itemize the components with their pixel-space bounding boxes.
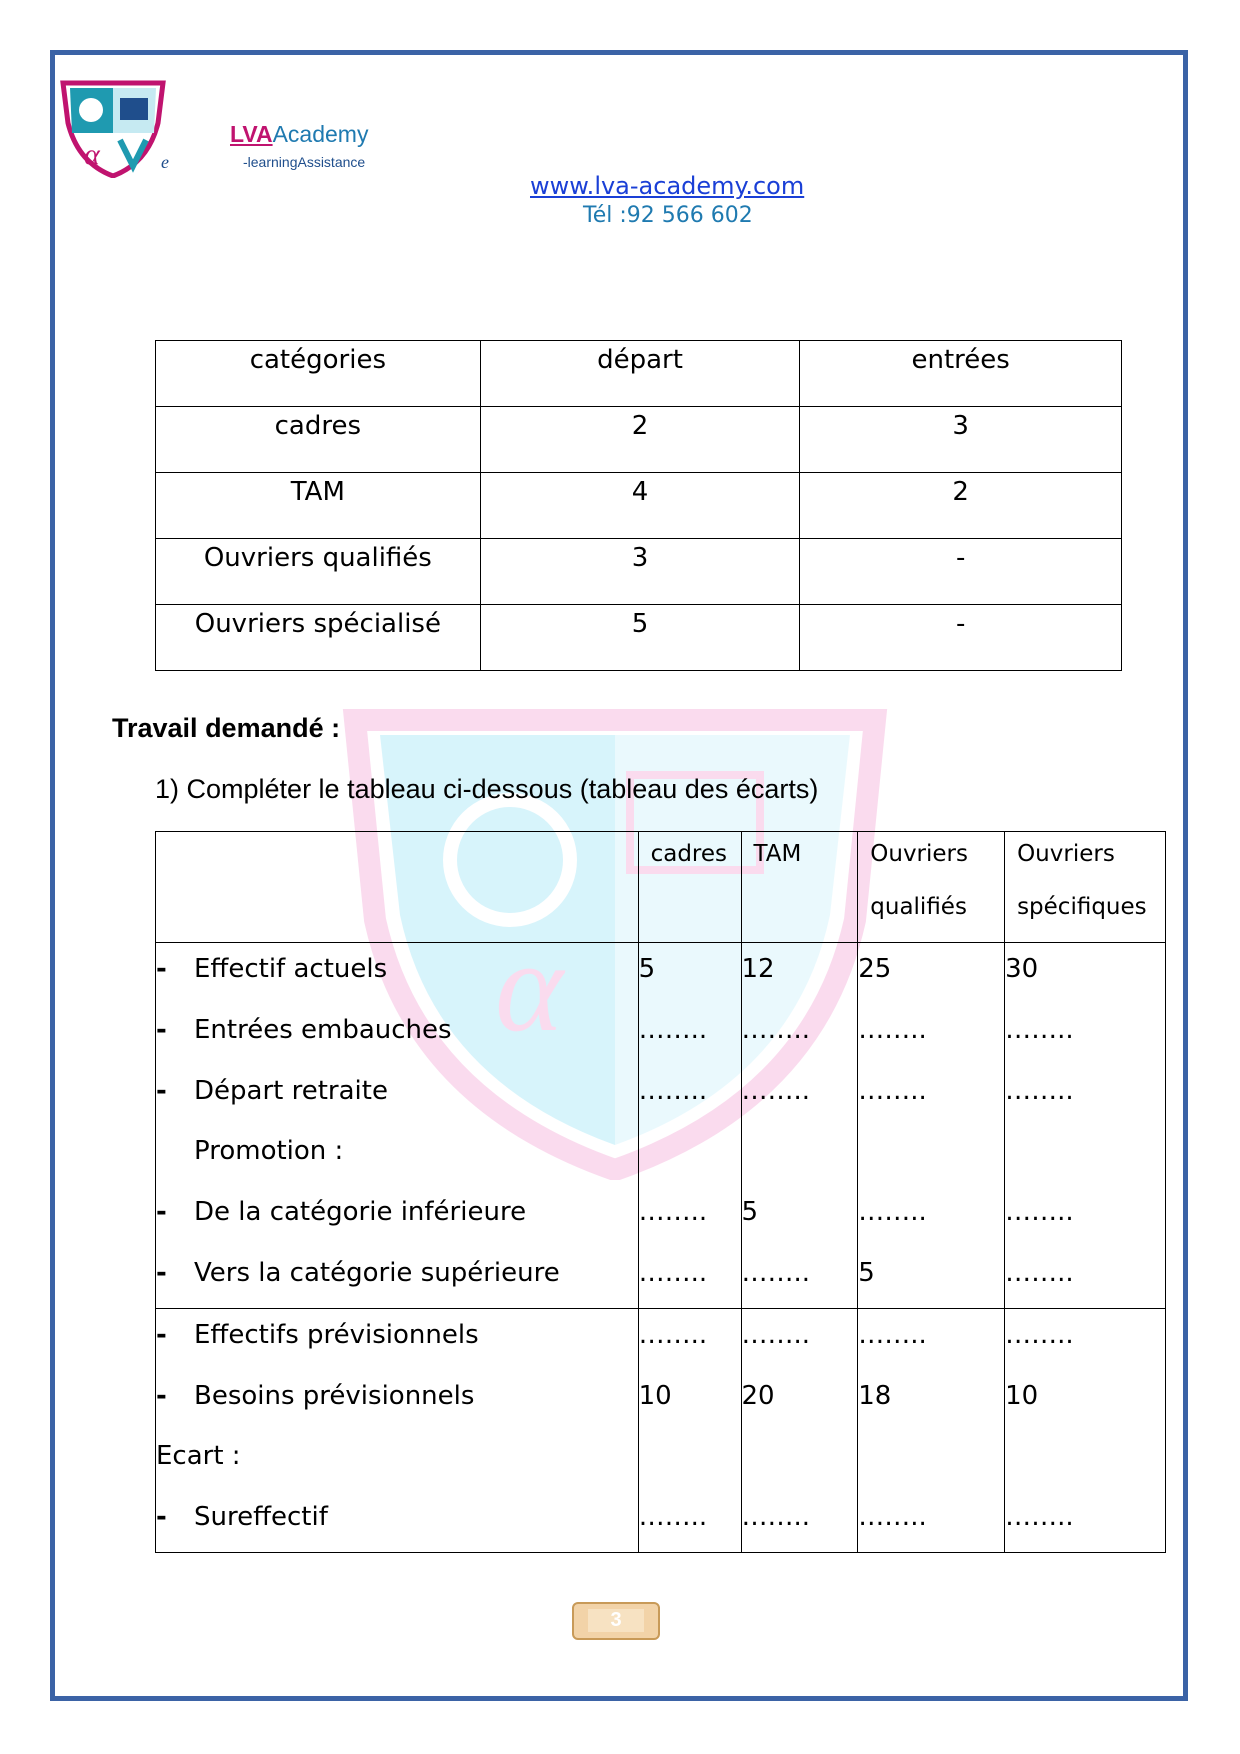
header-line: Ouvriers <box>870 841 968 867</box>
phone-number: Tél :92 566 602 <box>583 203 753 228</box>
table-cell: - <box>800 605 1122 671</box>
header-line: spécifiques <box>1017 894 1147 920</box>
values-ouvriers-qualifies <box>858 1308 1005 1552</box>
value-cell[interactable]: …….. <box>1005 1014 1074 1045</box>
value-cell[interactable]: …….. <box>1005 1257 1074 1288</box>
departures-entries-table <box>155 340 1122 671</box>
gap-analysis-table <box>155 831 1166 1553</box>
table-row <box>156 407 1122 473</box>
table-section-forecast <box>156 1308 1166 1552</box>
header-line: TAM <box>753 841 802 867</box>
column-header: départ <box>480 341 800 407</box>
value-cell[interactable]: 5 <box>741 1197 759 1228</box>
row-label: - Vers la catégorie supérieure <box>156 1257 560 1288</box>
section-title: Travail demandé : <box>112 713 341 743</box>
table-cell: TAM <box>156 473 481 539</box>
table-header-row <box>156 832 1166 943</box>
values-ouvriers-specifiques <box>1005 1308 1166 1552</box>
column-header: entrées <box>800 341 1122 407</box>
value-cell[interactable]: 5 <box>638 954 656 984</box>
value-cell <box>639 1430 741 1491</box>
column-header: catégories <box>156 341 481 407</box>
value-cell[interactable]: …….. <box>741 1502 811 1533</box>
table-cell: 4 <box>480 473 800 539</box>
table-cell: - <box>800 539 1122 605</box>
value-cell[interactable]: …….. <box>741 1075 811 1106</box>
row-label: - Effectifs prévisionnels <box>156 1319 479 1350</box>
value-cell <box>639 1125 741 1186</box>
page-number: 3 <box>588 1609 643 1632</box>
row-label: - Départ retraite <box>156 1075 388 1106</box>
empty-header-cell <box>156 832 639 943</box>
table-cell: 2 <box>480 407 800 473</box>
value-cell[interactable]: …….. <box>1005 1319 1074 1350</box>
value-cell[interactable]: …….. <box>858 1197 927 1228</box>
value-cell[interactable]: …….. <box>1005 1075 1074 1106</box>
row-label: - Entrées embauches <box>156 1014 452 1045</box>
value-cell[interactable]: 10 <box>1005 1380 1039 1411</box>
value-cell[interactable]: …….. <box>741 1014 811 1045</box>
row-label: Promotion : <box>194 1136 344 1167</box>
value-cell[interactable]: …….. <box>638 1075 708 1106</box>
row-label: - De la catégorie inférieure <box>156 1197 527 1228</box>
instruction-text: 1) Compléter le tableau ci-dessous (tableau des écarts) <box>155 774 819 804</box>
row-label: Ecart : <box>156 1441 241 1472</box>
table-cell: 3 <box>800 407 1122 473</box>
value-cell <box>1005 1125 1165 1186</box>
row-label: - Besoins prévisionnels <box>156 1380 475 1411</box>
logo-letter: e <box>161 152 169 172</box>
table-cell: Ouvriers spécialisé <box>156 605 481 671</box>
value-cell[interactable]: 12 <box>741 954 775 984</box>
value-cell[interactable]: 25 <box>858 954 892 984</box>
lva-logo-icon <box>58 78 168 178</box>
value-cell[interactable]: …….. <box>638 1319 708 1350</box>
column-header-ouvriers-specifiques <box>1005 832 1166 943</box>
header-line: qualifiés <box>870 894 967 920</box>
column-header-tam <box>741 832 858 943</box>
values-tam <box>741 1308 858 1552</box>
value-cell[interactable]: …….. <box>638 1257 708 1288</box>
table-cell: Ouvriers qualifiés <box>156 539 481 605</box>
value-cell <box>1005 1430 1165 1491</box>
table-cell: cadres <box>156 407 481 473</box>
table-row <box>156 473 1122 539</box>
table-cell: 3 <box>480 539 800 605</box>
column-header-ouvriers-qualifies <box>858 832 1005 943</box>
row-labels <box>156 943 639 1309</box>
column-header-cadres <box>638 832 741 943</box>
value-cell[interactable]: …….. <box>638 1502 708 1533</box>
value-cell[interactable]: …….. <box>638 1014 708 1045</box>
values-cadres <box>638 1308 741 1552</box>
values-cadres <box>638 943 741 1309</box>
value-cell[interactable]: 18 <box>858 1380 892 1411</box>
brand-lva: LVA <box>230 121 273 147</box>
header-line: Ouvriers <box>1017 841 1115 867</box>
value-cell[interactable]: …….. <box>741 1319 811 1350</box>
values-ouvriers-qualifies <box>858 943 1005 1309</box>
table-cell: 5 <box>480 605 800 671</box>
value-cell[interactable]: …….. <box>858 1502 927 1533</box>
value-cell[interactable]: …….. <box>741 1257 811 1288</box>
brand-name <box>230 121 368 148</box>
value-cell[interactable]: …….. <box>1005 1502 1074 1533</box>
value-cell[interactable]: …….. <box>858 1075 927 1106</box>
value-cell[interactable]: …….. <box>858 1319 927 1350</box>
value-cell[interactable]: 5 <box>858 1257 875 1288</box>
table-row <box>156 605 1122 671</box>
table-section-current <box>156 943 1166 1309</box>
table-row <box>156 539 1122 605</box>
value-cell[interactable]: …….. <box>638 1197 708 1228</box>
website-link[interactable]: www.lva-academy.com <box>530 172 805 200</box>
svg-text:α: α <box>495 915 564 1059</box>
row-labels <box>156 1308 639 1552</box>
table-cell: 2 <box>800 473 1122 539</box>
value-cell[interactable]: 10 <box>638 1380 672 1411</box>
header-line: cadres <box>650 841 728 867</box>
value-cell <box>742 1430 858 1491</box>
page-number-badge <box>572 1602 660 1640</box>
value-cell[interactable]: …….. <box>858 1014 927 1045</box>
value-cell <box>858 1430 1004 1491</box>
table-header-row <box>156 341 1122 407</box>
brand-academy: Academy <box>272 121 369 147</box>
value-cell[interactable]: 30 <box>1005 954 1039 984</box>
row-label: - Effectif actuels <box>156 954 388 984</box>
svg-text:α: α <box>84 138 100 171</box>
value-cell <box>742 1125 858 1186</box>
value-cell[interactable]: …….. <box>1005 1197 1074 1228</box>
row-label: - Sureffectif <box>156 1502 328 1533</box>
value-cell[interactable]: 20 <box>741 1380 775 1411</box>
value-cell <box>858 1125 1004 1186</box>
values-ouvriers-specifiques <box>1005 943 1166 1309</box>
values-tam <box>741 943 858 1309</box>
brand-tagline: -learningAssistance <box>243 154 366 170</box>
